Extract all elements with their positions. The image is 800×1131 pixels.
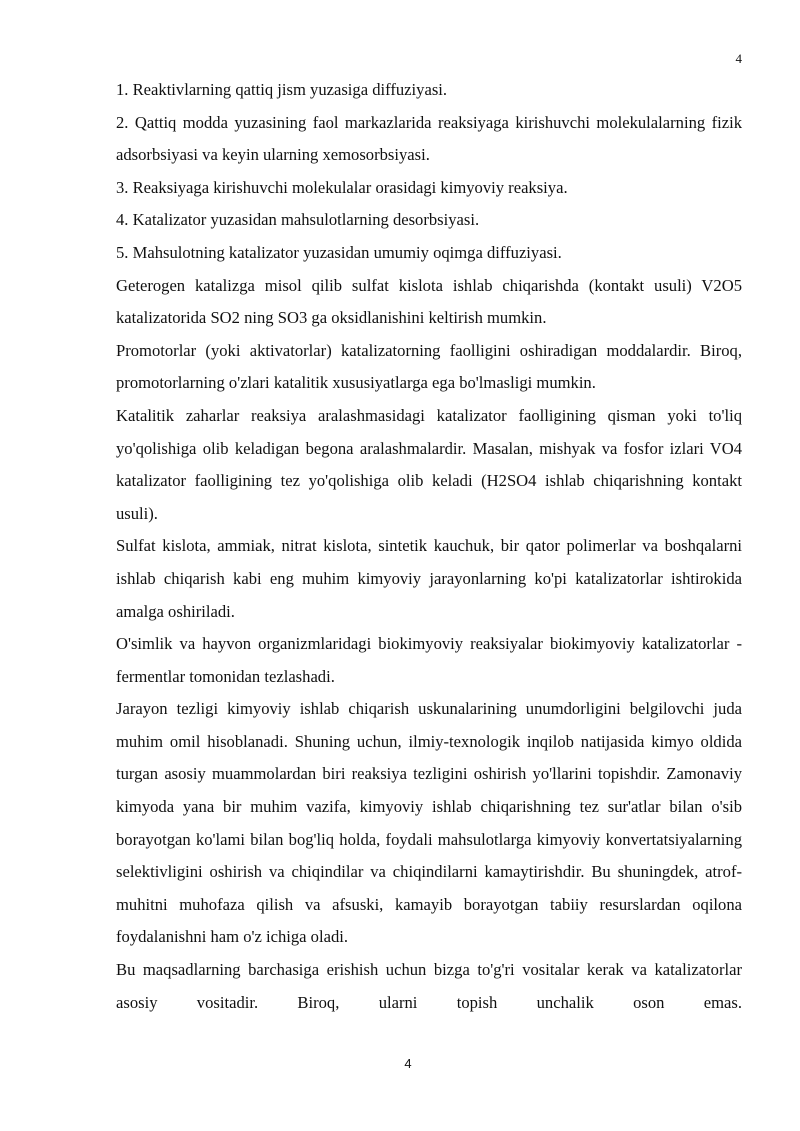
paragraph-enzymes: O'simlik va hayvon organizmlaridagi biokimyoviy reaksiyalar biokimyoviy katalizatorlar - fermentlar tomonidan tezlashadi. [116,634,742,686]
paragraph-step-2: 2. Qattiq modda yuzasining faol markazlarida reaksiyaga kirishuvchi molekulalarning fizik adsorbsiyasi va keyin ularning xemosorbsiyasi. [116,112,742,165]
paragraph-step-3: 3. Reaksiyaga kirishuvchi molekulalar orasidagi kimyoviy reaksiya. [116,177,568,197]
document-body [116,74,742,1019]
paragraph-step-4: 4. Katalizator yuzasidan mahsulotlarning desorbsiyasi. [116,210,480,230]
paragraph-promoters: Promotorlar (yoki aktivatorlar) katalizatorning faolligini oshiradigan moddalardir. Biroq, promotorlarning o'zlari katalitik xususiyatlarga ega bo'lmasligi mumkin. [116,340,742,393]
paragraph-process-rate: Jarayon tezligi kimyoviy ishlab chiqarish uskunalarining unumdorligini belgilovchi juda muhim omil hisoblanadi. Shuning uchun, ilmiy-texnologik inqilob natijasida kimyo oldida turgan asosiy muammolardan biri reaksiya tezligini oshirish yo'llarini topishdir. Zamonaviy kimyoda yana bir muhim vazifa, kimyoviy ishlab chiqarishning tez sur'atlar bilan o'sib borayotgan ko'lami bilan bog'liq holda, foydali mahsulotlarga kimyoviy konvertatsiyalarning selektivligini oshirish va chiqindilar va chiqindilarni kamaytirishdir. Bu shuningdek, atrof-muhitni muhofaza qilish va afsuski, kamayib borayotgan tabiiy resurslardan oqilona foydalanishni ham o'z ichiga oladi. [116,699,742,947]
paragraph-step-1: 1. Reaktivlarning qattiq jism yuzasiga diffuziyasi. [116,80,448,99]
paragraph-heterogeneous-catalysis: Geterogen katalizga misol qilib sulfat kislota ishlab chiqarishda (kontakt usuli) V2O5 katalizatorida SO2 ning SO3 ga oksidlanishini keltirish mumkin. [116,275,742,328]
paragraph-catalytic-poisons: Katalitik zaharlar reaksiya aralashmasidagi katalizator faolligining qisman yoki to'liq yo'qolishiga olib keladigan begona aralashmalardir. Masalan, mishyak va fosfor izlari VO4 katalizator faolligining tez yo'qolishiga olib keladi (H2SO4 ishlab chiqarishning kontakt usuli). [116,405,742,523]
page-number-top: 4 [735,51,742,66]
paragraph-step-5: 5. Mahsulotning katalizator yuzasidan umumiy oqimga diffuziyasi. [116,242,562,262]
paragraph-goals: Bu maqsadlarning barchasiga erishish uchun bizga to'g'ri vositalar kerak va katalizatorlar asosiy vositadir. Biroq, ularni topish unchalik oson emas. [116,960,742,1012]
paragraph-industrial-processes: Sulfat kislota, ammiak, nitrat kislota, sintetik kauchuk, bir qator polimerlar va boshqalarni ishlab chiqarish kabi eng muhim kimyoviy jarayonlarning ko'pi katalizatorlar ishtirokida amalga oshiriladi. [116,536,742,621]
page-number-bottom: 4 [404,1056,412,1071]
